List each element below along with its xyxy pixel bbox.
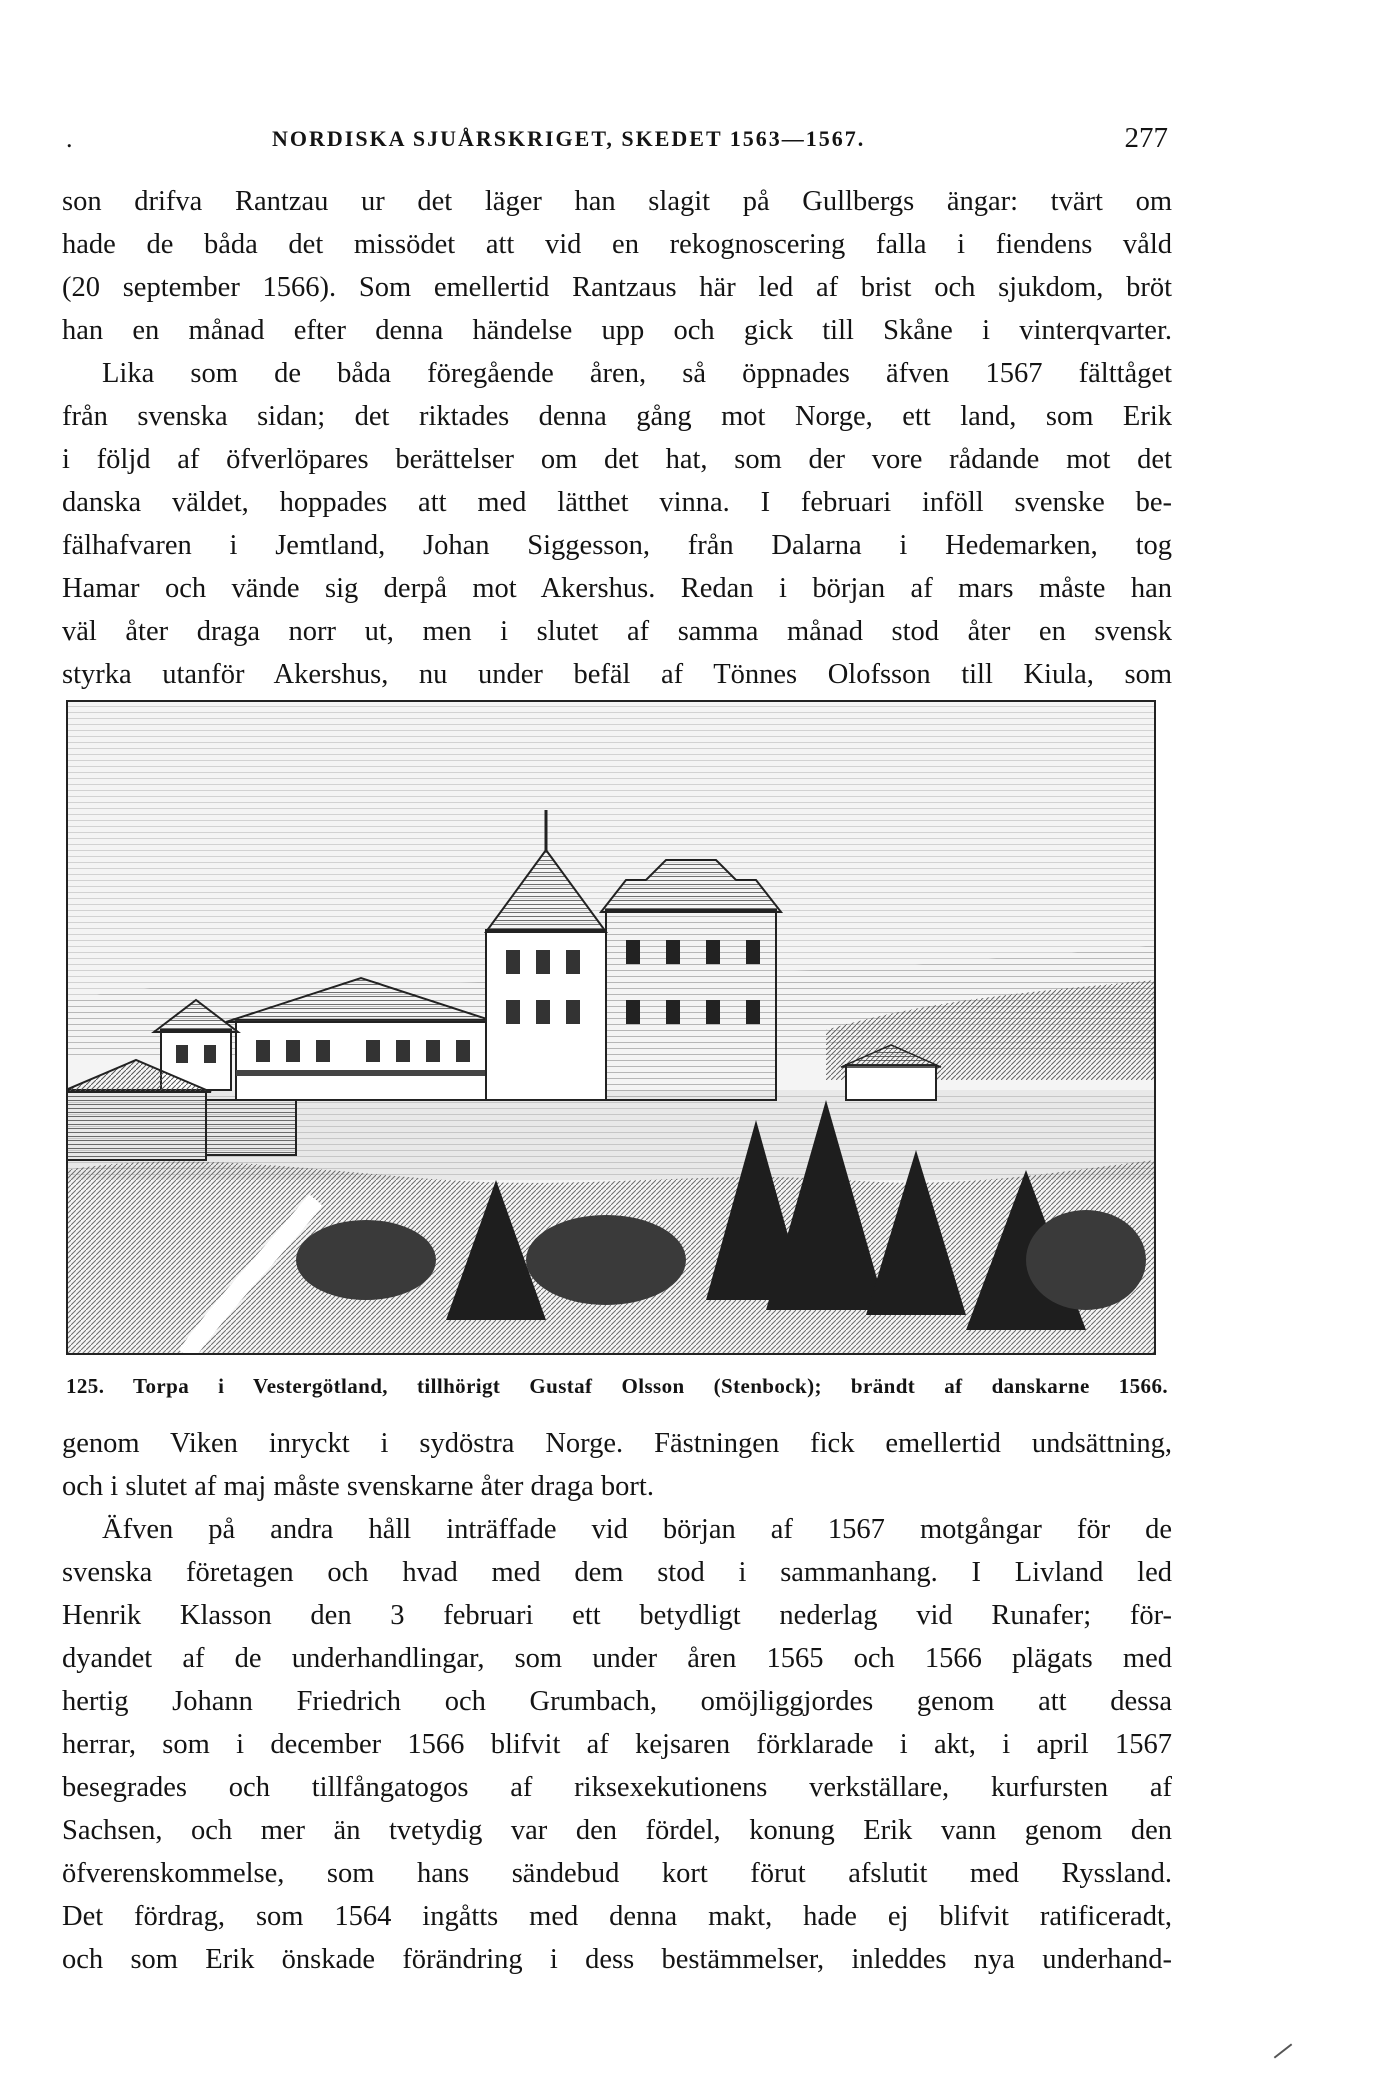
text-line: herrar, som i december 1566 blifvit af kejsaren förklarade i akt, i april 1567 [62, 1729, 1172, 1760]
text-line: i följd af öfverlöpares berättelser om det hat, som der vore rådande mot det [62, 444, 1172, 475]
text-line: Det fördrag, som 1564 ingåtts med denna makt, hade ej blifvit ratificeradt, [62, 1901, 1172, 1932]
text-line: Sachsen, och mer än tvetydig var den fördel, konung Erik vann genom den [62, 1815, 1172, 1846]
text-line: svenska företagen och hvad med dem stod i sammanhang. I Livland led [62, 1557, 1172, 1588]
text-line-indented: Lika som de båda föregående åren, så öppnades äfven 1567 fälttåget [102, 358, 1172, 389]
text-line: väl åter draga norr ut, men i slutet af samma månad stod åter en svensk [62, 616, 1172, 647]
text-line-indented: Äfven på andra håll inträffade vid början af 1567 motgångar för de [102, 1514, 1172, 1545]
castle-engraving [66, 700, 1156, 1355]
running-title: NORDISKA SJUÅRSKRIGET, SKEDET 1563—1567. [272, 126, 866, 151]
text-line: hade de båda det missödet att vid en rekognoscering falla i fiendens våld [62, 229, 1172, 260]
text-line: dyandet af de underhandlingar, som under åren 1565 och 1566 plägats med [62, 1643, 1172, 1674]
text-line: genom Viken inryckt i sydöstra Norge. Fästningen fick emellertid undsättning, [62, 1428, 1172, 1459]
castle-main-wing [601, 860, 781, 1100]
body-text-bottom [62, 1422, 1172, 1981]
text-line: från svenska sidan; det riktades denna gång mot Norge, ett land, som Erik [62, 401, 1172, 432]
text-line: (20 september 1566). Som emellertid Rantzaus här led af brist och sjukdom, bröt [62, 272, 1172, 303]
header-mark: . [66, 124, 73, 153]
text-line: son drifva Rantzau ur det läger han slagit på Gullbergs ängar: tvärt om [62, 186, 1172, 217]
text-line: besegrades och tillfångatogos af riksexekutionens verkställare, kurfursten af [62, 1772, 1172, 1803]
text-line: styrka utanför Akershus, nu under befäl af Tönnes Olofsson till Kiula, som [62, 659, 1172, 690]
page-number: 277 [1124, 122, 1168, 154]
running-head [66, 122, 1168, 158]
engraving-illustration [66, 700, 1156, 1355]
text-line: han en månad efter denna händelse upp och gick till Skåne i vinterqvarter. [62, 315, 1172, 346]
scan-mark [1274, 2043, 1293, 2058]
text-line: hertig Johann Friedrich och Grumbach, omöjliggjordes genom att dessa [62, 1686, 1172, 1717]
text-line-paragraph-end: och i slutet af maj måste svenskarne åter draga bort. [62, 1471, 654, 1502]
text-line: Henrik Klasson den 3 februari ett betydligt nederlag vid Runafer; för- [62, 1600, 1172, 1631]
body-text-top [62, 180, 1172, 696]
text-line: och som Erik önskade förändring i dess bestämmelser, inleddes nya underhand- [62, 1944, 1172, 1975]
figure-caption: 125. Torpa i Vestergötland, tillhörigt Gustaf Olsson (Stenbock); brändt af danskarne 1566. [66, 1374, 1168, 1398]
text-line: fälhafvaren i Jemtland, Johan Siggesson, från Dalarna i Hedemarken, tog [62, 530, 1172, 561]
text-line: danska väldet, hoppades att med lätthet vinna. I februari inföll svenske be- [62, 487, 1172, 518]
text-line: öfverenskommelse, som hans sändebud kort förut afslutit med Ryssland. [62, 1858, 1172, 1889]
text-line: Hamar och vände sig derpå mot Akershus. Redan i början af mars måste han [62, 573, 1172, 604]
